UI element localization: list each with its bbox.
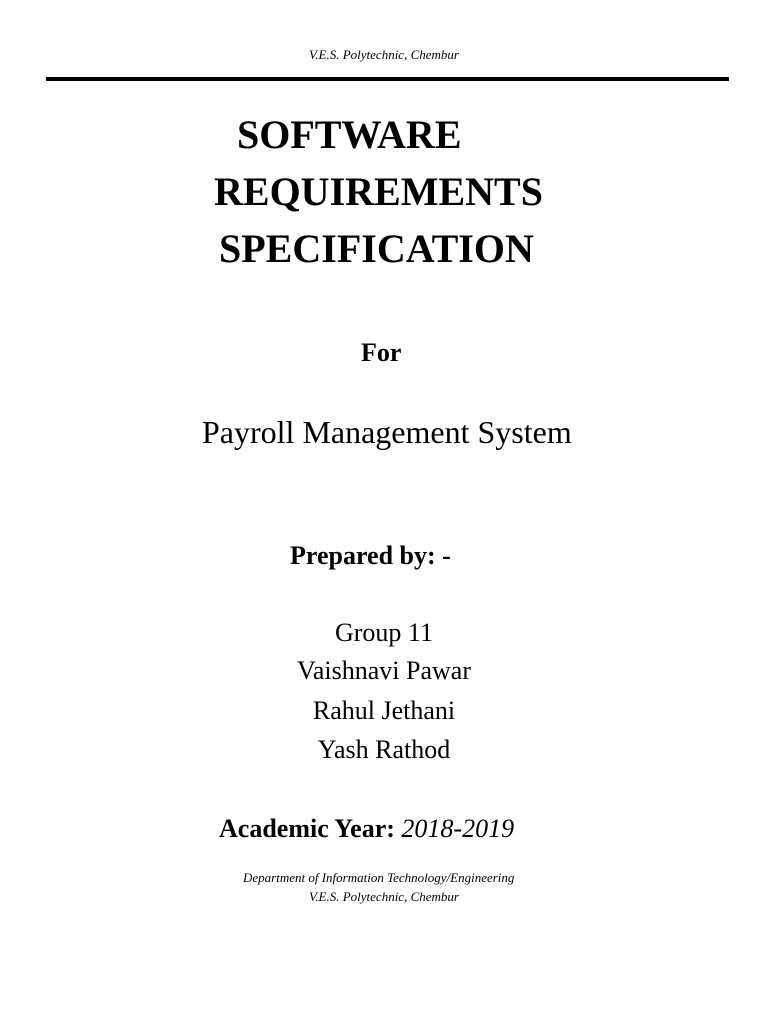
title-line-3: SPECIFICATION	[219, 226, 534, 271]
group-name: Group 11	[335, 618, 433, 647]
title-line-2: REQUIREMENTS	[214, 169, 543, 214]
academic-year-label: Academic Year:	[219, 814, 395, 843]
academic-year	[219, 816, 514, 842]
system-name: Payroll Management System	[202, 414, 572, 450]
member-name: Vaishnavi Pawar	[296, 656, 471, 685]
for-label: For	[361, 338, 402, 367]
member-name: Rahul Jethani	[312, 696, 456, 725]
member-name: Yash Rathod	[317, 735, 451, 764]
header-divider	[46, 77, 729, 81]
prepared-by-label: Prepared by: -	[290, 541, 451, 570]
title-line-1: SOFTWARE	[237, 112, 462, 157]
footer-department: Department of Information Technology/Engineering	[243, 870, 515, 885]
footer-institution: V.E.S. Polytechnic, Chembur	[309, 889, 459, 904]
academic-year-value: 2018-2019	[401, 814, 515, 843]
page-header: V.E.S. Polytechnic, Chembur	[309, 47, 459, 62]
